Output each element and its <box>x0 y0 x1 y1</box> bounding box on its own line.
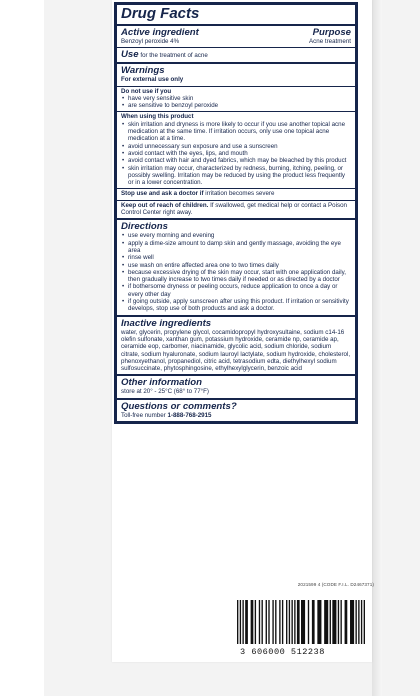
questions-section <box>117 400 355 421</box>
barcode-bar <box>340 600 341 644</box>
list-item: • rinse well <box>121 254 351 261</box>
directions-section <box>117 220 355 316</box>
active-ingredient-value: Benzoyl peroxide 4% <box>121 38 180 45</box>
barcode-bar <box>317 600 321 644</box>
barcode-bar <box>350 600 354 644</box>
barcode-bar <box>259 600 260 644</box>
when-using-section <box>117 112 355 189</box>
barcode-bar <box>332 600 336 644</box>
barcode-bar <box>324 600 328 644</box>
list-item: • avoid contact with hair and dyed fabrics, which may be bleached by this product <box>121 157 351 164</box>
purpose-heading: Purpose <box>312 27 351 38</box>
list-item: • if going outside, apply sunscreen after using this product. If irritation or sensitivity develops, stop use of both products and ask a doctor. <box>121 298 351 313</box>
stop-use-section <box>117 189 355 200</box>
barcode-number: 3 606000 512238 <box>240 647 325 657</box>
barcode-bar <box>286 600 287 644</box>
when-using-heading: When using this product <box>121 113 194 121</box>
barcode-bar <box>268 600 269 644</box>
other-information-heading: Other information <box>121 377 203 389</box>
external-use-text: For external use only <box>121 76 184 84</box>
barcode-bar <box>245 600 248 644</box>
barcode-bar <box>338 600 339 644</box>
list-item: • use wash on entire affected area one to two times daily <box>121 262 351 269</box>
barcode-bar <box>358 600 359 644</box>
do-not-use-section <box>117 87 355 113</box>
list-item: • if bothersome dryness or peeling occurs, reduce application to once a day or every other day <box>121 283 351 298</box>
barcode-bar <box>364 600 365 644</box>
barcode-bar <box>275 600 276 644</box>
list-item: • have very sensitive skin <box>121 95 351 102</box>
tollfree-label: Toll-free number <box>121 411 166 419</box>
when-using-list <box>121 121 351 187</box>
active-ingredient-heading: Active ingredient <box>121 27 199 38</box>
barcode-bar <box>279 600 280 644</box>
stop-use-heading: Stop use and ask a doctor if <box>121 190 204 198</box>
list-item: • because excessive drying of the skin may occur, start with one application daily, then gradually increase to two times daily if needed or as directed by a doctor <box>121 269 351 284</box>
keep-out-section <box>117 201 355 221</box>
barcode-bar <box>242 600 243 644</box>
drug-facts-box <box>114 2 358 424</box>
list-item: • are sensitive to benzoyl peroxide <box>121 102 351 109</box>
barcode-bar <box>297 600 300 644</box>
list-item: • avoid contact with the eyes, lips, and mouth <box>121 150 351 157</box>
directions-heading: Directions <box>121 221 168 233</box>
list-item: • avoid unnecessary sun exposure and use a sunscreen <box>121 143 351 150</box>
barcode-bar <box>255 600 256 644</box>
barcode-bar <box>266 600 267 644</box>
inactive-ingredients-section <box>117 317 355 377</box>
keep-out-text: If swallowed, get medical help or contact a Poison Control Center right away. <box>121 201 347 217</box>
directions-list <box>121 232 351 312</box>
purpose-value: Acne treatment <box>309 38 351 45</box>
list-item: • skin irritation and dryness is more likely to occur if you use another topical acne medication at the same time. If irritation occurs, only use one topical acne medication at a time. <box>121 121 351 143</box>
barcode-bar <box>330 600 331 644</box>
use-text: for the treatment of acne <box>140 52 208 60</box>
barcode-bar <box>308 600 309 644</box>
barcode-bar <box>294 600 295 644</box>
other-information-text: store at 20° - 25°C (68° to 77°F) <box>121 388 209 396</box>
questions-heading: Questions or comments? <box>121 400 237 412</box>
barcode-bar <box>262 600 263 644</box>
list-item: • apply a dime-size amount to damp skin and gently massage, avoiding the eye area <box>121 240 351 255</box>
inactive-ingredients-heading: Inactive ingredients <box>121 317 212 329</box>
barcode-bar <box>272 600 273 644</box>
barcode-bar <box>240 600 241 644</box>
use-heading: Use <box>121 49 139 61</box>
use-section <box>117 48 355 64</box>
barcode-bar <box>237 600 238 644</box>
barcode-bar <box>282 600 283 644</box>
warnings-heading: Warnings <box>121 65 165 77</box>
carton-edge <box>372 0 382 696</box>
barcode <box>236 600 366 644</box>
barcode-bar <box>291 600 292 644</box>
barcode-bar <box>361 600 362 644</box>
list-item: • skin irritation may occur, characterized by redness, burning, itching, peeling, or possibly swelling. Irritation may be reduced by using the product less frequently or in a lower concentration. <box>121 165 351 187</box>
barcode-bar <box>251 600 254 644</box>
barcode-bar <box>312 600 315 644</box>
barcode-bar <box>345 600 348 644</box>
barcode-bar <box>355 600 356 644</box>
active-ingredient-section <box>117 26 355 48</box>
inactive-ingredients-text: water, glycerin, propylene glycol, cocamidopropyl hydroxysultaine, sodium c14-16 olefin sulfonate, xanthan gum, potassium hydroxide, ceramide np, ceramide ap, ceramide eop, carbomer, niacinamide, glycolic acid, sodium chloride, sodium citrate, sodium hyaluronate, sodium lauroyl lactylate, sodium hydroxide, cholesterol, phenoxyethanol, propanediol, citric acid, tetrasodium edta, diethylhexyl sodium sulfosuccinate, phytosphingosine, ethylhexylglycerin, benzoic acid <box>121 328 351 373</box>
other-information-section <box>117 376 355 399</box>
keep-out-heading: Keep out of reach of children. <box>121 201 209 209</box>
list-item: • use every morning and evening <box>121 232 351 239</box>
barcode-bar <box>289 600 290 644</box>
warnings-header <box>117 64 355 86</box>
drug-facts-title: Drug Facts <box>117 5 355 26</box>
do-not-use-heading: Do not use if you <box>121 87 172 95</box>
barcode-bar <box>301 600 305 644</box>
product-code: 2021599 4 (CODE F.I.L. D2467371) <box>297 582 374 587</box>
tollfree-number: 1-888-768-2915 <box>167 411 212 419</box>
do-not-use-list <box>121 95 351 110</box>
stop-use-text: irritation becomes severe <box>205 190 275 198</box>
